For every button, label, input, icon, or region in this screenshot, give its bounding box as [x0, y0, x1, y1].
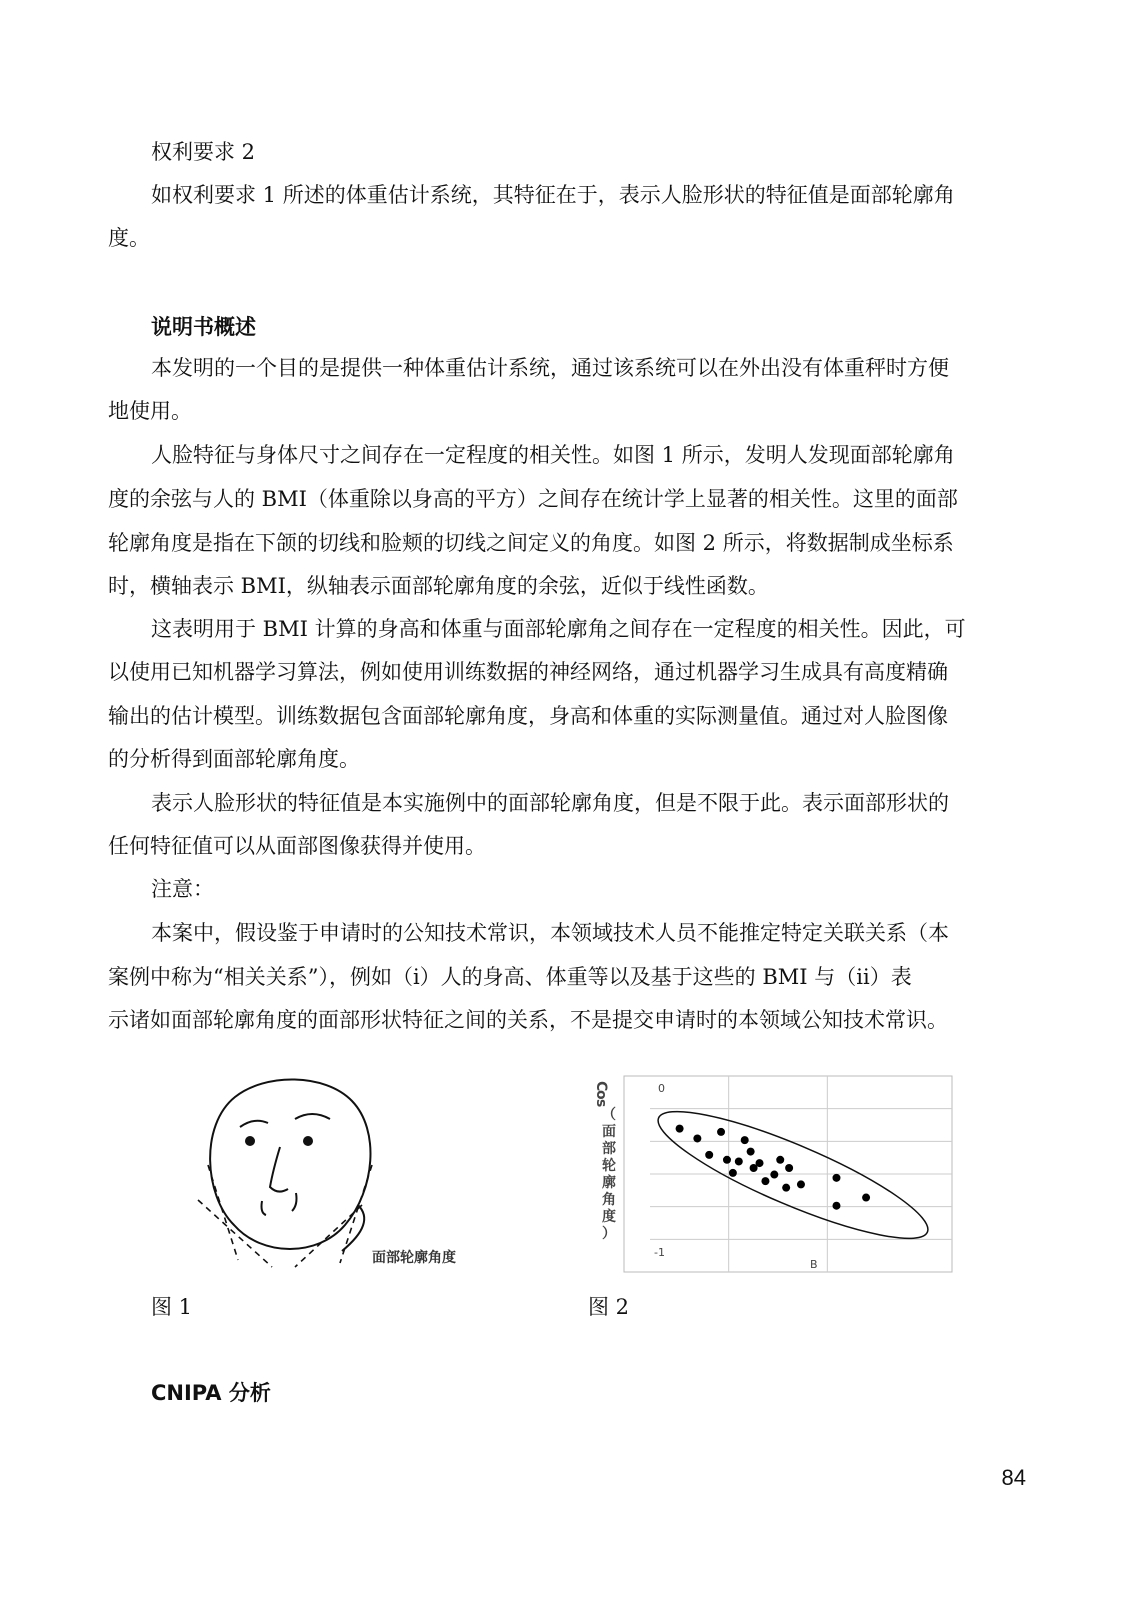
data-point	[761, 1177, 769, 1185]
x-axis-label: B	[810, 1258, 818, 1271]
summary-line: 示诸如面部轮廓角度的面部形状特征之间的关系，不是提交申请时的本领域公知技术常识。	[108, 1008, 948, 1032]
y-tick-label: -1	[654, 1246, 665, 1259]
figure-1-label: 面部轮廓角度	[372, 1250, 456, 1266]
summary-line: 地使用。	[108, 399, 192, 423]
mouth	[262, 1193, 297, 1215]
data-point	[723, 1156, 731, 1164]
angle-arc	[342, 1205, 364, 1251]
correlation-ellipse	[647, 1090, 939, 1259]
data-point	[676, 1125, 684, 1133]
summary-line: 案例中称为“相关关系”），例如（i）人的身高、体重等以及基于这些的 BMI 与（ii）表	[108, 965, 912, 989]
claim-line-2: 度。	[108, 226, 150, 250]
data-point	[797, 1180, 805, 1188]
y-axis-label-glyph: ）	[602, 1226, 616, 1242]
face-outline	[210, 1079, 370, 1249]
summary-line: 表示人脸形状的特征值是本实施例中的面部轮廓角度，但是不限于此。表示面部形状的	[151, 791, 949, 815]
y-axis-label-glyph: （	[602, 1107, 616, 1123]
summary-line: 这表明用于 BMI 计算的身高和体重与面部轮廓角之间存在一定程度的相关性。因此，可	[151, 617, 966, 641]
summary-line: 的分析得到面部轮廓角度。	[108, 747, 360, 771]
summary-line: 任何特征值可以从面部图像获得并使用。	[108, 834, 486, 858]
data-point	[785, 1164, 793, 1172]
y-axis-label-glyph: 面	[602, 1124, 616, 1140]
y-axis-label-glyph: 度	[602, 1209, 616, 1225]
y-axis-label-glyph: 部	[602, 1141, 616, 1157]
data-point	[741, 1136, 749, 1144]
right-cheek-tangent	[295, 1205, 362, 1267]
data-point	[832, 1174, 840, 1182]
y-axis-label-glyph: 轮	[602, 1158, 616, 1174]
figure-2-caption: 图 2	[588, 1295, 630, 1319]
summary-line: 本案中，假设鉴于申请时的公知技术常识，本领域技术人员不能推定特定关联关系（本	[151, 921, 949, 945]
summary-heading: 说明书概述	[151, 315, 256, 339]
data-point	[747, 1148, 755, 1156]
figure-2-scatter-chart	[590, 1070, 960, 1280]
right-eye	[303, 1136, 313, 1146]
summary-line: 轮廓角度是指在下颌的切线和脸颊的切线之间定义的角度。如图 2 所示，将数据制成坐标系	[108, 531, 954, 555]
summary-line: 注意：	[151, 877, 214, 901]
y-axis-label-glyph: s	[593, 1099, 609, 1108]
left-eye	[245, 1136, 255, 1146]
summary-line: 时，横轴表示 BMI，纵轴表示面部轮廓角度的余弦，近似于线性函数。	[108, 574, 769, 598]
y-axis-label-glyph: C	[593, 1081, 609, 1092]
data-point	[735, 1157, 743, 1165]
nose	[270, 1147, 288, 1192]
data-point	[832, 1202, 840, 1210]
claim-heading: 权利要求 2	[151, 140, 256, 164]
data-point	[729, 1169, 737, 1177]
data-point	[756, 1159, 764, 1167]
summary-line: 本发明的一个目的是提供一种体重估计系统，通过该系统可以在外出没有体重秤时方便	[151, 356, 949, 380]
data-point	[862, 1194, 870, 1202]
claim-line-1: 如权利要求 1 所述的体重估计系统，其特征在于，表示人脸形状的特征值是面部轮廓角	[151, 183, 955, 207]
figure-1-caption: 图 1	[151, 1295, 193, 1319]
left-jaw-tangent	[208, 1165, 238, 1260]
data-point	[782, 1184, 790, 1192]
summary-line: 度的余弦与人的 BMI（体重除以身高的平方）之间存在统计学上显著的相关性。这里的面部	[108, 487, 958, 511]
y-axis-label-glyph: 廓	[602, 1175, 616, 1191]
page-number: 84	[1001, 1465, 1026, 1490]
summary-line: 以使用已知机器学习算法，例如使用训练数据的神经网络，通过机器学习生成具有高度精确	[108, 660, 948, 684]
figure-1-face-drawing	[190, 1075, 490, 1275]
data-point	[776, 1156, 784, 1164]
summary-line: 输出的估计模型。训练数据包含面部轮廓角度，身高和体重的实际测量值。通过对人脸图像	[108, 704, 948, 728]
y-tick-label: 0	[658, 1082, 665, 1095]
summary-line: 人脸特征与身体尺寸之间存在一定程度的相关性。如图 1 所示，发明人发现面部轮廓角	[151, 443, 955, 467]
data-point	[717, 1128, 725, 1136]
data-point	[705, 1151, 713, 1159]
right-eyebrow	[295, 1114, 330, 1119]
y-axis-label-glyph: 角	[602, 1192, 616, 1208]
section-heading: CNIPA 分析	[151, 1381, 271, 1405]
y-axis-label-glyph: o	[593, 1090, 609, 1100]
data-point	[770, 1171, 778, 1179]
data-point	[693, 1134, 701, 1142]
left-eyebrow	[240, 1121, 268, 1127]
